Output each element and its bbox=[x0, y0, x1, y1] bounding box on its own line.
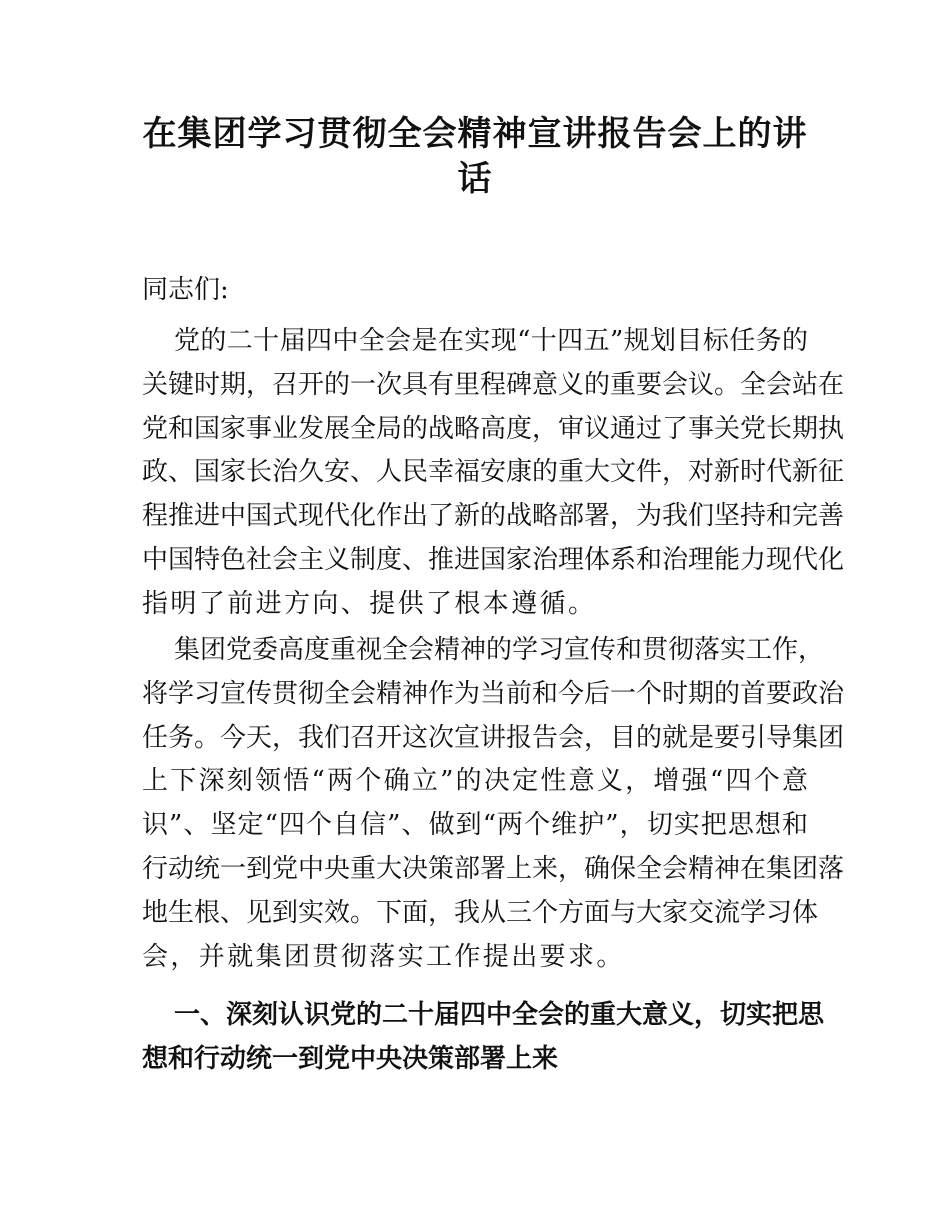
text-line: 行动统一到党中央重大决策部署上来，确保全会精神在集团落 bbox=[142, 853, 845, 884]
text-line: 任务。今天，我们召开这次宣讲报告会，目的就是要引导集团 bbox=[142, 722, 845, 753]
title-line: 话 bbox=[457, 159, 493, 199]
text-line: 党的二十届四中全会是在实现“十四五”规划目标任务的 bbox=[174, 326, 808, 356]
text-line: 会，并就集团贯彻落实工作提出要求。 bbox=[142, 941, 625, 972]
text-line: 识”、坚定“四个自信”、做到“两个维护”，切实把思想和 bbox=[142, 810, 808, 841]
title-line: 在集团学习贯彻全会精神宣讲报告会上的讲 bbox=[142, 114, 808, 154]
paragraph-1 bbox=[142, 320, 845, 627]
text-line: 中国特色社会主义制度、推进国家治理体系和治理能力现代化 bbox=[142, 544, 845, 575]
salutation: 同志们: bbox=[142, 275, 229, 305]
text-line: 上下深刻领悟“两个确立”的决定性意义，增强“四个意 bbox=[142, 766, 808, 797]
text-line: 地生根、见到实效。下面，我从三个方面与大家交流学习体 bbox=[142, 897, 819, 928]
heading-line: 一、深刻认识党的二十届四中全会的重大意义，切实把思 bbox=[174, 1000, 825, 1030]
paragraph-2 bbox=[142, 629, 845, 979]
document-title bbox=[140, 112, 810, 202]
text-line: 关键时期，召开的一次具有里程碑意义的重要会议。全会站在 bbox=[142, 369, 845, 400]
text-line: 程推进中国式现代化作出了新的战略部署，为我们坚持和完善 bbox=[142, 501, 845, 532]
text-line: 集团党委高度重视全会精神的学习宣传和贯彻落实工作， bbox=[174, 635, 825, 665]
text-line: 党和国家事业发展全局的战略高度，审议通过了事关党长期执 bbox=[142, 413, 845, 444]
heading-line: 想和行动统一到党中央决策部署上来 bbox=[142, 1043, 559, 1074]
text-line: 将学习宣传贯彻全会精神作为当前和今后一个时期的首要政治 bbox=[142, 678, 845, 709]
text-line: 政、国家长治久安、人民幸福安康的重大文件，对新时代新征 bbox=[142, 457, 845, 488]
text-line: 指明了前进方向、提供了根本遵循。 bbox=[142, 588, 597, 619]
section-heading bbox=[142, 994, 825, 1082]
